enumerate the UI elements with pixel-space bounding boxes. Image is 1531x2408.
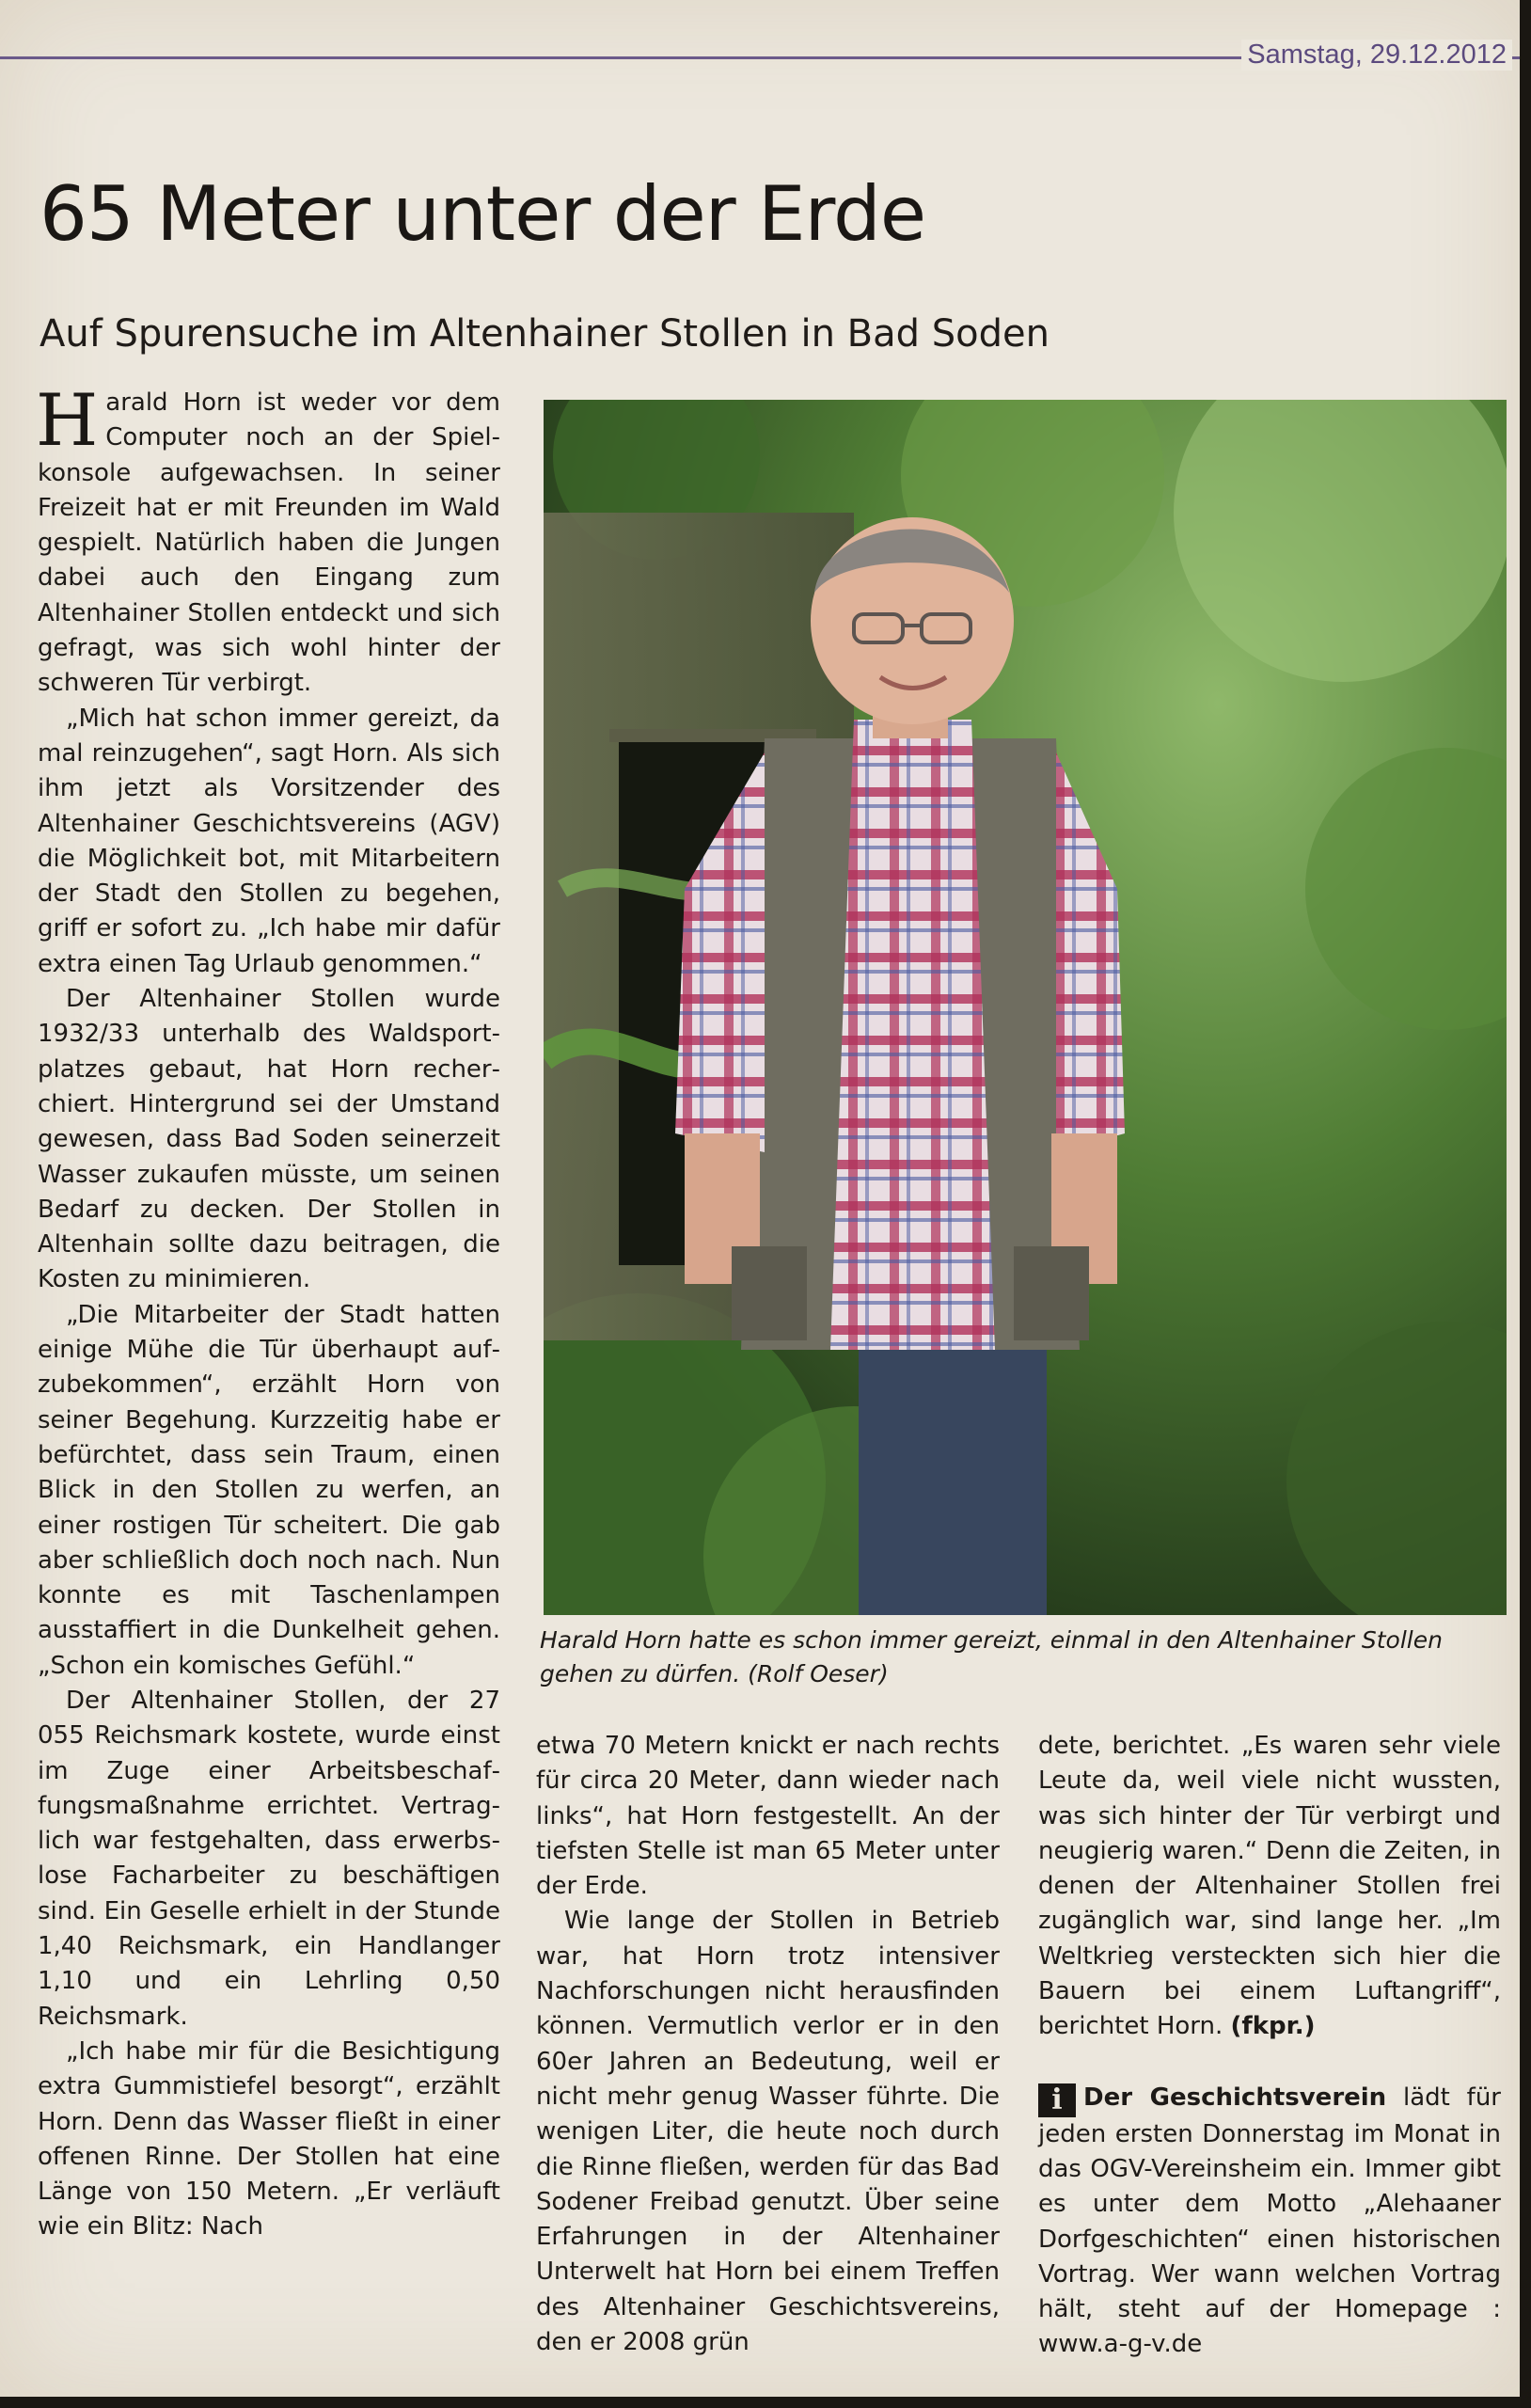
article-column-2 [536,1729,1000,2360]
paragraph-text: dete, berichtet. „Es waren sehr viele Leute da, weil viele nicht wussten, was sich hinter der Tür verbirgt und neugierig waren.“ Denn die Zeiten, in denen der Altenhainer Stollen frei zugänglich war, sind lange her. „Im Weltkrieg versteckten sich hier die Bauern bei einem Luftangriff“, berichtet Horn. [1038,1732,1501,2041]
article-paragraph: „Ich habe mir für die Besichtigung extra Gummistiefel besorgt“, erzählt Horn. Denn das Wasser fließt in einer offenen Rinne. Der Stollen hat eine Länge von 150 Metern. „Er verläuft wie ein Blitz: Nach [38,2036,500,2242]
article-column-3 [1038,1729,1501,2363]
article-paragraph: Wie lange der Stollen in Betrieb war, hat Horn trotz intensiver Nachforschungen nicht herausfinden können. Vermutlich verlor er in den 60er Jahren an Bedeutung, weil er nicht mehr genug Wasser führte. Die wenigen Liter, die heute noch durch die Rinne fließen, werden für das Bad Sodener Freibad genutzt. Über seine Erfahrungen in der Altenhainer Unterwelt hat Horn bei einem Treffen des Altenhainer Geschichtsvereins, den er 2008 grün [536,1907,1000,2357]
issue-date: Samstag, 29.12.2012 [1241,40,1512,71]
article-headline: 65 Meter unter der Erde [39,170,926,258]
article-paragraph: Der Altenhainer Stollen, der 27 055 Reichsmark kostete, wurde einst im Zuge einer Arbeitsbeschaffungsmaßnahme errichtet. Vertraglich war festgehalten, dass erwerbslose Facharbeiter zu beschäftigen sind. Ein Geselle erhielt in der Stunde 1,40 Reichsmark, ein Handlanger 1,10 und ein Lehrling 0,50 Reichsmark. [38,1686,500,2031]
article-paragraph [36,378,500,702]
article-photo [544,400,1507,1615]
info-text: lädt für jeden ersten Donnerstag im Monat in das OGV-Vereinsheim ein. Immer gibt es unter dem Motto „Alehaaner Dorfgeschichten“ einen historischen Vortrag. Wer wann welchen Vortrag hält, steht auf der Homepage : www.a-g-v.de [1038,2083,1501,2359]
paragraph-text: arald Horn ist weder vor dem Computer noch an der Spielkonsole aufgewachsen. In seiner Freizeit hat er mit Freunden im Wald gespielt. Natürlich haben die Jungen dabei auch den Eingang zum Altenhainer Stollen entdeckt und sich gefragt, was sich wohl hinter der schweren Tür verbirgt. [38,388,500,698]
article-paragraph: „Die Mitarbeiter der Stadt hatten einige Mühe die Tür überhaupt aufzubekommen“, erzählt Horn von seiner Begehung. Kurzzeitig habe er befürchtet, dass sein Traum, einen Blick in den Stollen zu werfen, an einer rostigen Tür scheitert. Die gab aber schließlich doch noch nach. Nun konnte es mit Taschenlampen ausstaffiert in die Dunkelheit gehen. „Schon ein komisches Gefühl.“ [38,1300,500,1680]
article-paragraph: Der Altenhainer Stollen wurde 1932/33 unterhalb des Waldsportplatzes gebaut, hat Horn recherchiert. Hintergrund sei der Umstand gewesen, dass Bad Soden seinerzeit Wasser zukaufen müsste, um seinen Bedarf zu decken. Der Stollen in Altenhain sollte dazu beitragen, die Kosten zu minimieren. [38,985,500,1294]
article-subheadline: Auf Spurensuche im Altenhainer Stollen in Bad Soden [39,312,1050,356]
author-byline: (fkpr.) [1230,2012,1316,2041]
article-column-1 [36,378,500,2245]
photo-illustration [544,400,1507,1615]
info-icon: i [1038,2083,1076,2117]
article-paragraph: „Mich hat schon immer gereizt, da mal reinzugehen“, sagt Horn. Als sich ihm jetzt als Vorsitzender des Altenhainer Geschichtsvereins (AGV) die Möglichkeit bot, mit Mitarbeitern der Stadt den Stollen zu begehen, griff er sofort zu. „Ich habe mir dafür extra einen Tag Urlaub genommen.“ [38,704,500,978]
article-paragraph: etwa 70 Metern knickt er nach rechts für circa 20 Meter, dann wieder nach links“, hat Horn festgestellt. An der tiefsten Stelle ist man 65 Meter unter der Erde. [536,1732,1000,1901]
info-box [1038,2081,1501,2363]
article-paragraph [1038,1729,1501,2045]
drop-cap: H [36,378,99,462]
info-lead: Der Geschichtsverein [1083,2083,1387,2112]
photo-caption: Harald Horn hatte es schon immer gereizt, einmal in den Altenhainer Stollen gehen zu dürfen. (Rolf Oeser) [540,1626,1443,1687]
